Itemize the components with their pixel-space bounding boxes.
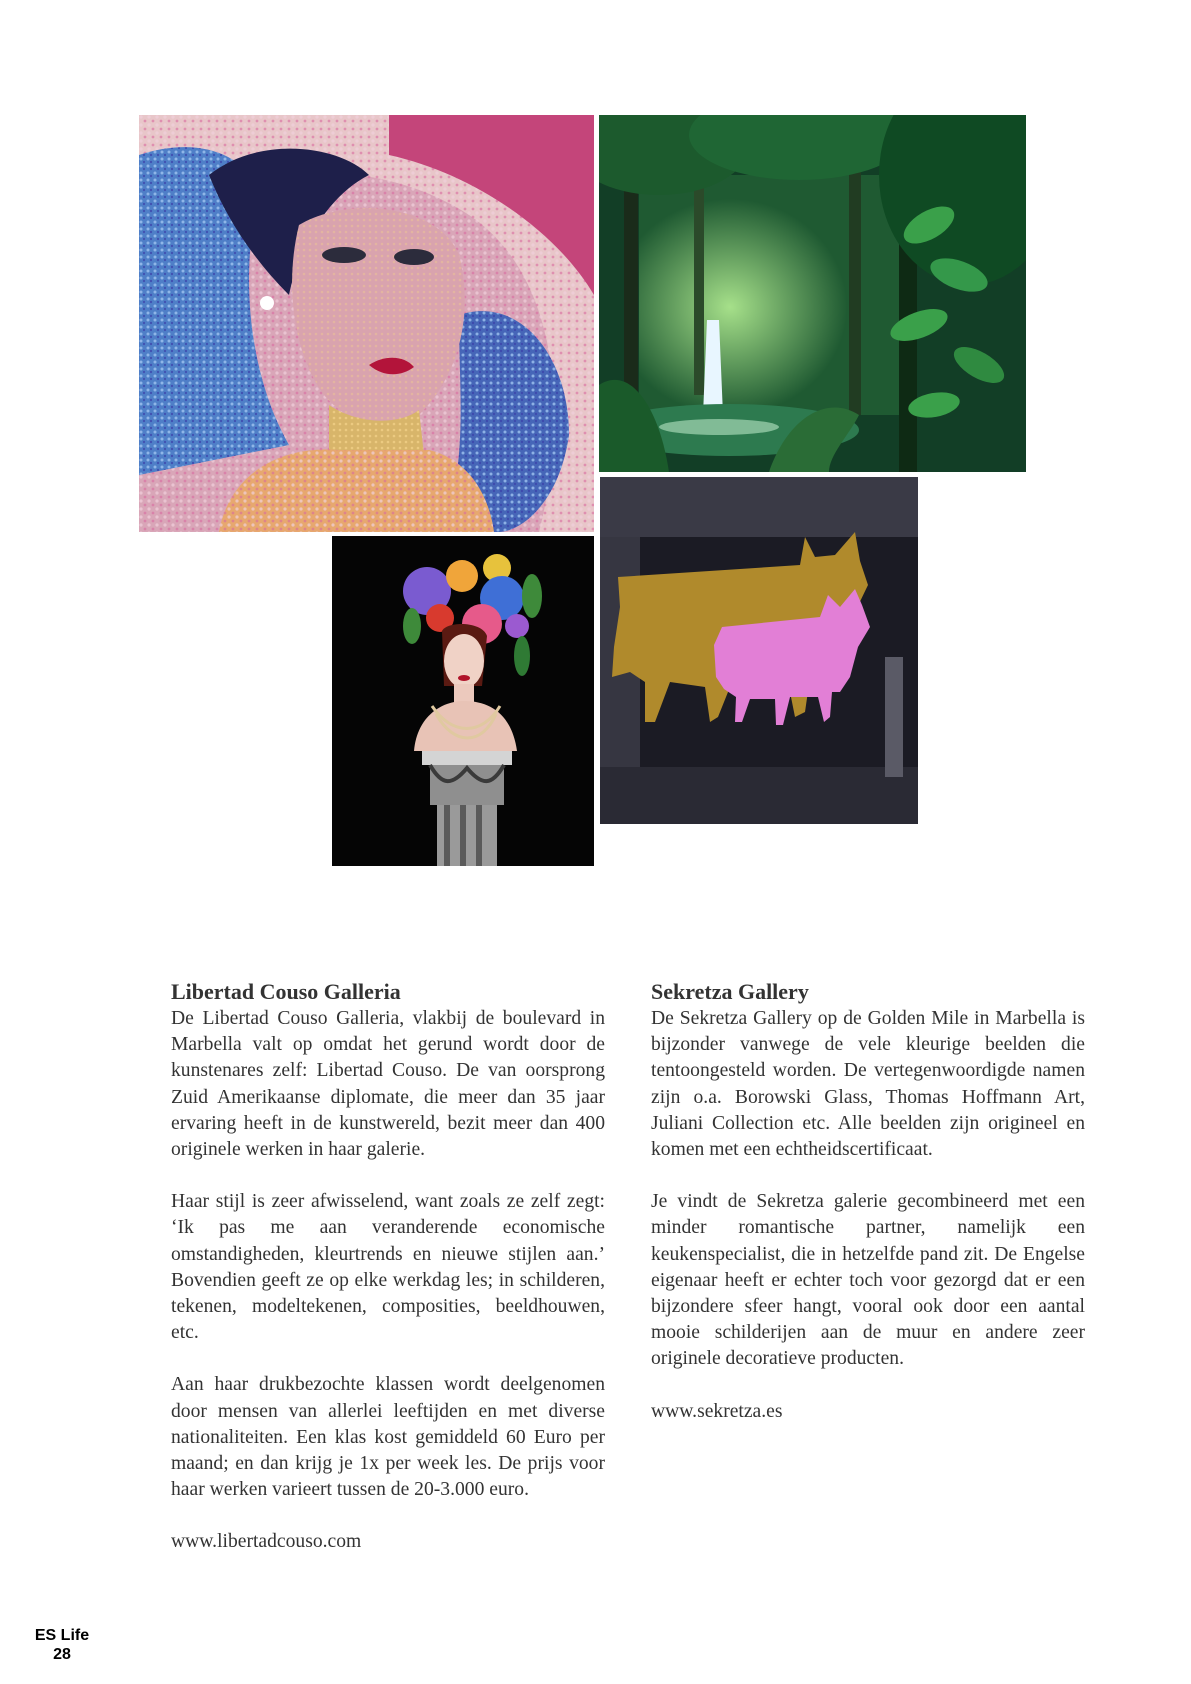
article-paragraph: Je vindt de Sekretza galerie gecombineerd met een minder romantische partner, namelijk een keukenspecialist, die in hetzelfde pand zit. De Engelse eigenaar heeft er echter toch voor gezorgd dat er een bijzondere sfeer hangt, vooral ook door een aantal mooie schilderijen aan de muur en andere zeer originele decoratieve producten. (651, 1191, 1085, 1370)
website-link[interactable]: www.libertadcouso.com (171, 1531, 362, 1553)
article-libertad-couso (171, 978, 605, 1582)
article-paragraph: De Sekretza Gallery op de Golden Mile in Marbella is bijzonder vanwege de vele kleurige beelden die tentoongesteld worden. De vertegenwoordigde namen zijn o.a. Borowski Glass, Thomas Hoffmann Art, Juliani Collection etc. Alle beelden zijn origineel en komen met een echtheidscertificaat. (651, 1008, 1085, 1161)
article-heading: Libertad Couso Galleria (171, 979, 401, 1004)
page-number: 28 (53, 1646, 71, 1663)
pointillist-woman-hat-painting (139, 115, 594, 532)
page-footer (28, 1626, 96, 1664)
magazine-name: ES Life (34, 1627, 90, 1644)
two-bulls-painting (600, 477, 918, 824)
article-paragraph: Haar stijl is zeer afwisselend, want zoals ze zelf zegt: ‘Ik pas me aan veranderende economische omstandigheden, kleurtrends en nieuwe stijlen aan.’ Bovendien geeft ze op elke werkdag les; in schilderen, tekenen, modeltekenen, composities, beeldhouwen, etc. (171, 1191, 605, 1344)
article-paragraph: De Libertad Couso Galleria, vlakbij de boulevard in Marbella valt op omdat het gerund wordt door de kunstenares zelf: Libertad Couso. De van oorsprong Zuid Amerikaanse diplomate, die meer dan 35 jaar ervaring heeft in de kunstwereld, bezit meer dan 400 originele werken in haar galerie. (171, 1008, 605, 1161)
article-sekretza (651, 978, 1085, 1451)
article-heading: Sekretza Gallery (651, 979, 809, 1004)
flower-crown-bust-painting (332, 536, 594, 866)
website-link[interactable]: www.sekretza.es (651, 1400, 783, 1422)
article-paragraph: Aan haar drukbezochte klassen wordt deelgenomen door mensen van allerlei leeftijden en met diverse nationaliteiten. Een klas kost gemiddeld 60 Euro per maand; en dan krijg je 1x per week les. De prijs voor haar werken varieert tussen de 20-3.000 euro. (171, 1374, 605, 1501)
jungle-waterfall-painting (599, 115, 1026, 472)
